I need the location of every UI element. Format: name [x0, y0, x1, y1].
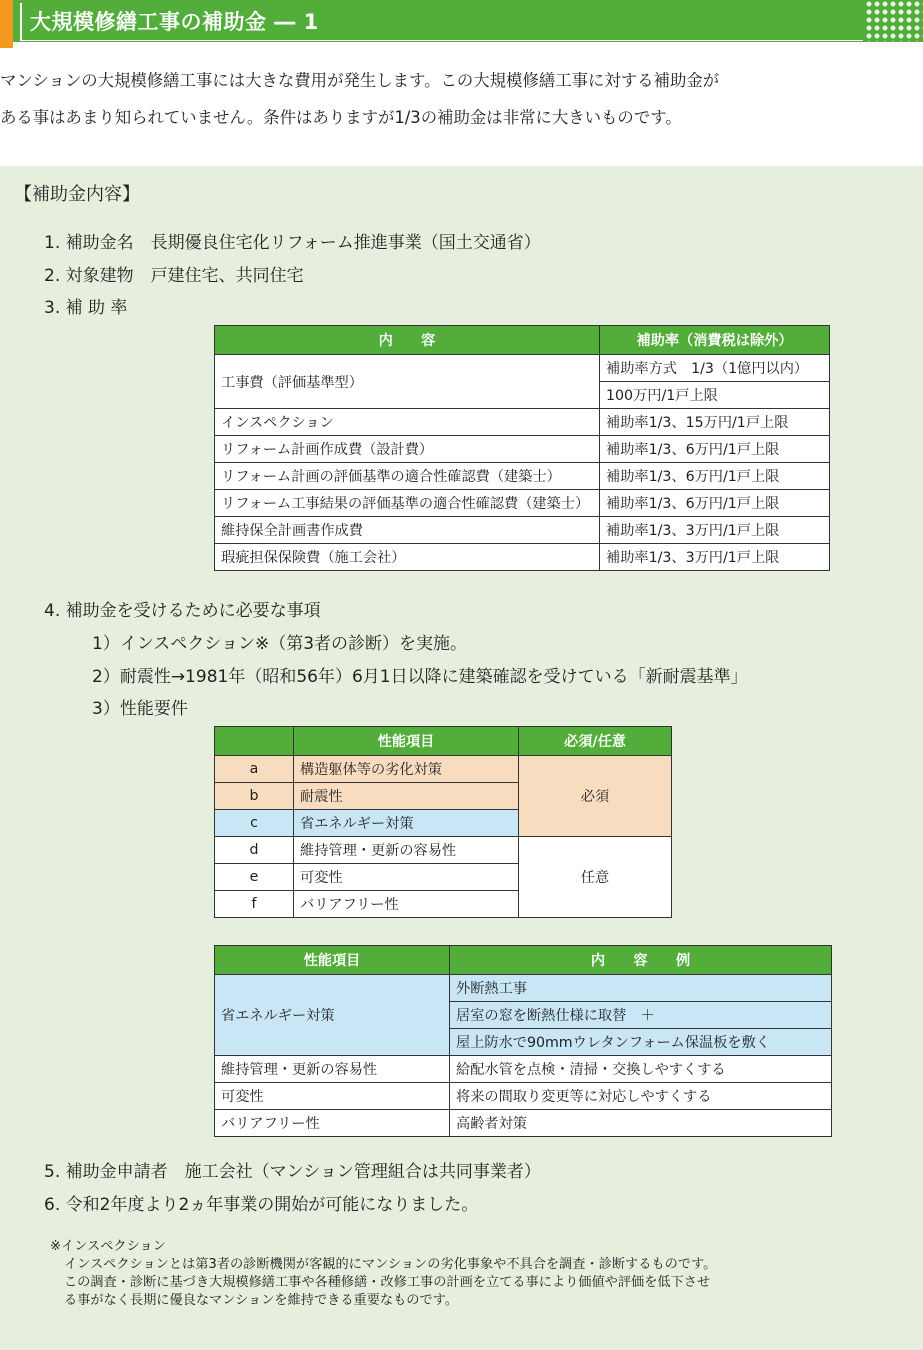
example-content: 将来の間取り変更等に対応しやすくする [450, 1083, 832, 1110]
perf-optional: 任意 [519, 837, 672, 918]
rate-name: リフォーム計画作成費（設計費） [215, 436, 600, 463]
example-energy-content: 屋上防水で90mmウレタンフォーム保温板を敷く [450, 1029, 832, 1056]
title-bar [0, 0, 923, 42]
perf-id: d [215, 837, 294, 864]
rate-table [214, 325, 830, 571]
perf-item: 構造躯体等の劣化対策 [294, 756, 519, 783]
rate-name: リフォーム工事結果の評価基準の適合性確認費（建築士） [215, 490, 600, 517]
note-line-2: この調査・診断に基づき大規模修繕工事や各種修繕・改修工事の計画を立てる事により価値や評価を低下させ [64, 1275, 711, 1290]
item-4: 4. 補助金を受けるために必要な事項 [44, 601, 321, 621]
perf-id: f [215, 891, 294, 918]
example-header-content: 内 容 例 [450, 946, 832, 975]
page-title: 大規模修繕工事の補助金 ― 1 [20, 3, 319, 41]
perf-id: a [215, 756, 294, 783]
example-table [214, 945, 832, 1137]
perf-item: 可変性 [294, 864, 519, 891]
rate-value: 補助率1/3、15万円/1戸上限 [600, 409, 830, 436]
rate-header-content: 内 容 [215, 326, 600, 355]
example-energy-content: 居室の窓を断熱仕様に取替 ＋ [450, 1002, 832, 1029]
item-4-1: 1）インスペクション※（第3者の診断）を実施。 [92, 634, 468, 654]
note-line-3: る事がなく長期に優良なマンションを維持できる重要なものです。 [64, 1293, 458, 1308]
example-item: 可変性 [215, 1083, 450, 1110]
rate-value: 補助率1/3、3万円/1戸上限 [600, 517, 830, 544]
perf-item: 維持管理・更新の容易性 [294, 837, 519, 864]
section-heading: 【補助金内容】 [14, 184, 140, 205]
inspection-note [50, 1238, 716, 1310]
rate-value: 補助率方式 1/3（1億円以内） [600, 355, 830, 382]
rate-value: 補助率1/3、6万円/1戸上限 [600, 436, 830, 463]
title-underline [20, 40, 863, 41]
rate-name: リフォーム計画の評価基準の適合性確認費（建築士） [215, 463, 600, 490]
rate-name: 維持保全計画書作成費 [215, 517, 600, 544]
rate-name: 工事費（評価基準型） [215, 355, 600, 409]
item-3: 3. 補 助 率 [44, 298, 128, 318]
rate-value: 補助率1/3、3万円/1戸上限 [600, 544, 830, 571]
rate-value: 100万円/1戸上限 [600, 382, 830, 409]
item-5: 5. 補助金申請者 施工会社（マンション管理組合は共同事業者） [44, 1162, 541, 1182]
example-content: 高齢者対策 [450, 1110, 832, 1137]
perf-id: c [215, 810, 294, 837]
perf-id: e [215, 864, 294, 891]
item-4-3: 3）性能要件 [92, 699, 188, 719]
note-title: ※インスペクション [50, 1239, 166, 1254]
example-content: 給配水管を点検・清掃・交換しやすくする [450, 1056, 832, 1083]
perf-item: 耐震性 [294, 783, 519, 810]
perf-id: b [215, 783, 294, 810]
example-header-item: 性能項目 [215, 946, 450, 975]
example-energy-item: 省エネルギー対策 [215, 975, 450, 1056]
intro-line-1: マンションの大規模修繕工事には大きな費用が発生します。この大規模修繕工事に対する補助金が [0, 71, 720, 90]
intro-line-2: ある事はあまり知られていません。条件はありますが1/3の補助金は非常に大きいものです。 [0, 108, 682, 127]
perf-item: バリアフリー性 [294, 891, 519, 918]
perf-required: 必須 [519, 756, 672, 837]
intro-text [0, 62, 923, 136]
example-item: 維持管理・更新の容易性 [215, 1056, 450, 1083]
performance-table [214, 726, 672, 918]
perf-header-id [215, 727, 294, 756]
item-1: 1. 補助金名 長期優良住宅化リフォーム推進事業（国土交通省） [44, 233, 541, 253]
dot-pattern [865, 0, 923, 48]
item-4-2: 2）耐震性→1981年（昭和56年）6月1日以降に建築確認を受けている「新耐震基準」 [92, 667, 748, 687]
rate-name: インスペクション [215, 409, 600, 436]
example-item: バリアフリー性 [215, 1110, 450, 1137]
perf-item: 省エネルギー対策 [294, 810, 519, 837]
example-energy-content: 外断熱工事 [450, 975, 832, 1002]
rate-value: 補助率1/3、6万円/1戸上限 [600, 463, 830, 490]
perf-header-required: 必須/任意 [519, 727, 672, 756]
item-2: 2. 対象建物 戸建住宅、共同住宅 [44, 266, 304, 286]
rate-value: 補助率1/3、6万円/1戸上限 [600, 490, 830, 517]
rate-name: 瑕疵担保保険費（施工会社） [215, 544, 600, 571]
perf-header-item: 性能項目 [294, 727, 519, 756]
rate-header-rate: 補助率（消費税は除外） [600, 326, 830, 355]
item-6: 6. 令和2年度より2ヵ年事業の開始が可能になりました。 [44, 1195, 479, 1215]
note-line-1: インスペクションとは第3者の診断機関が客観的にマンションの劣化事象や不具合を調査・診断するものです。 [64, 1257, 717, 1272]
title-accent [0, 0, 13, 48]
